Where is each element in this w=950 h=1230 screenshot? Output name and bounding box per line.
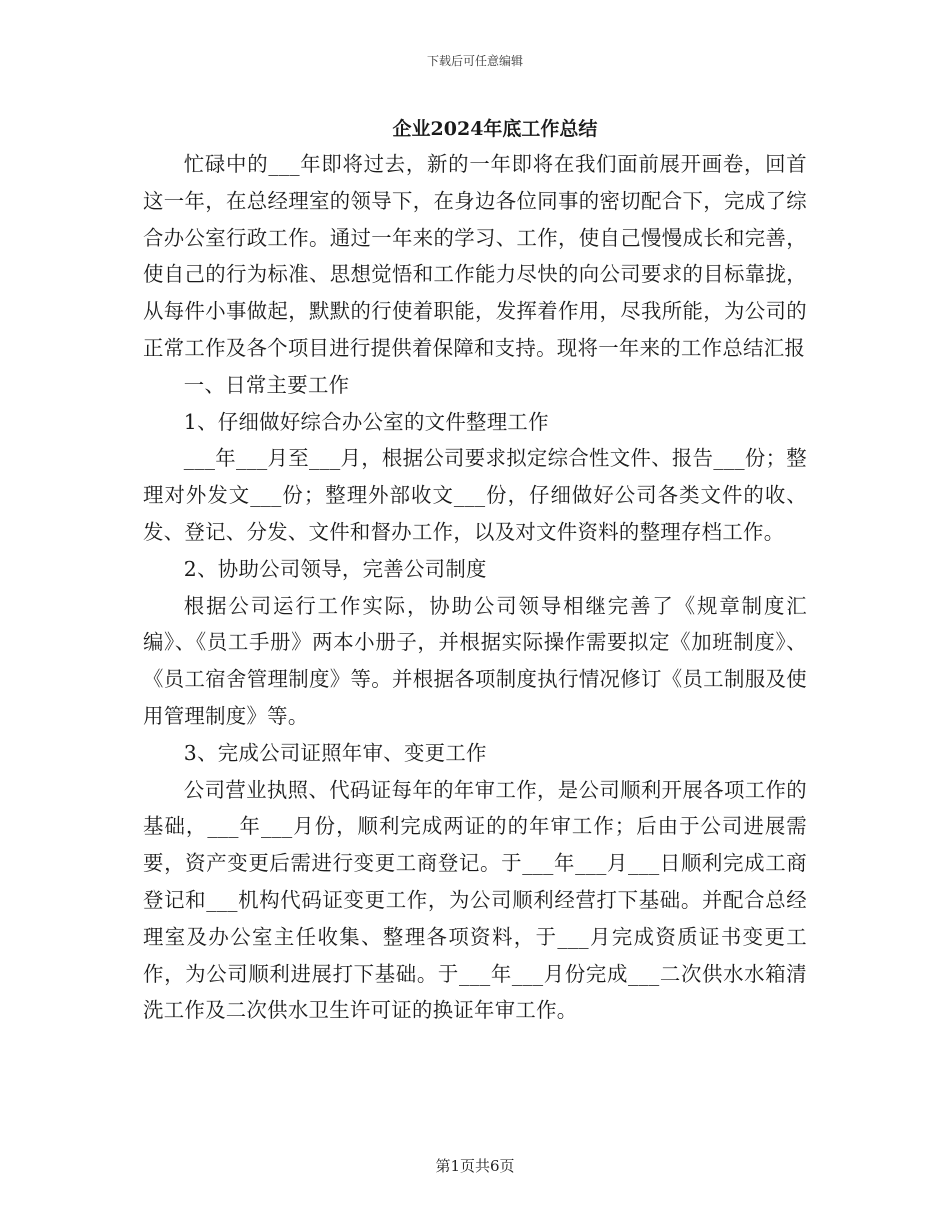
- paragraph-license-review: 公司营业执照、代码证每年的年审工作，是公司顺利开展各项工作的基础，___年___月份，顺利完成两证的的年审工作；后由于公司进展需要，资产变更后需进行变更工商登记。于___年___月___日顺利完成工商登记和___机构代码证变更工作，为公司顺利经营打下基础。并配合总经理室及办公室主任收集、整理各项资料，于___月完成资质证书变更工作，为公司顺利进展打下基础。于___年___月份完成___二次供水水箱清洗工作及二次供水卫生许可证的换证年审工作。: [143, 777, 807, 1023]
- header-note: 下载后可任意编辑: [426, 54, 523, 68]
- paragraph-company-policies: 根据公司运行工作实际，协助公司领导相继完善了《规章制度汇编》、《员工手册》两本小册子，并根据实际操作需要拟定《加班制度》、《员工宿舍管理制度》等。并根据各项制度执行情况修订《员工制服及使用管理制度》等。: [143, 593, 807, 728]
- subheading-file-management: 1、仔细做好综合办公室的文件整理工作: [183, 409, 549, 434]
- subheading-license-review: 3、完成公司证照年审、变更工作: [183, 740, 487, 765]
- document-body: [143, 146, 807, 1029]
- paragraph-intro: 忙碌中的___年即将过去，新的一年即将在我们面前展开画卷，回首这一年，在总经理室的领导下，在身边各位同事的密切配合下，完成了综合办公室行政工作。通过一年来的学习、工作，使自己慢慢成长和完善，使自己的行为标准、思想觉悟和工作能力尽快的向公司要求的目标靠拢，从每件小事做起，默默的行使着职能，发挥着作用，尽我所能，为公司的正常工作及各个项目进行提供着保障和支持。现将一年来的工作总结汇报: [143, 152, 807, 360]
- document-title: 企业2024年底工作总结: [392, 118, 598, 140]
- subheading-company-policies: 2、协助公司领导，完善公司制度: [183, 556, 487, 581]
- paragraph-file-management: ___年___月至___月，根据公司要求拟定综合性文件、报告___份；整理对外发文___份；整理外部收文___份，仔细做好公司各类文件的收、发、登记、分发、文件和督办工作，以及对文件资料的整理存档工作。: [143, 446, 807, 544]
- page-indicator: 第1页共6页: [435, 1157, 515, 1175]
- section-heading-daily-work: 一、日常主要工作: [183, 372, 350, 397]
